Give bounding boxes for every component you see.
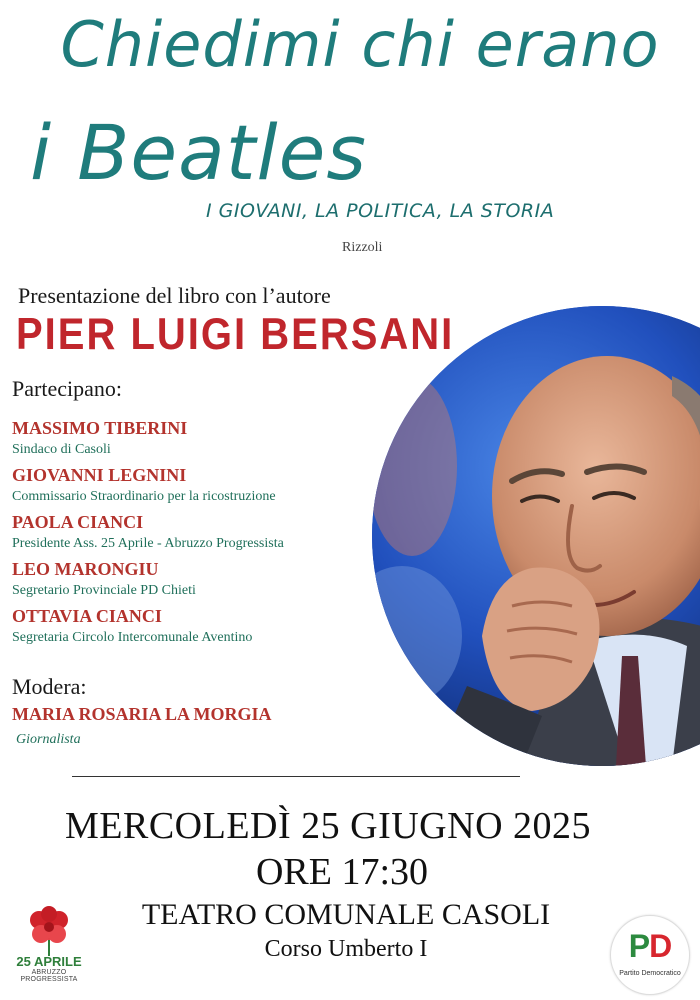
pd-letter-p: P [628, 928, 650, 964]
participant-name: LEO MARONGIU [12, 559, 159, 579]
participant-item [12, 416, 372, 463]
pd-letter-d: D [649, 928, 672, 964]
participants-list [12, 416, 372, 651]
author-name: PIER LUIGI BERSANI [16, 310, 455, 360]
book-subtitle: I GIOVANI, LA POLITICA, LA STORIA [206, 200, 555, 222]
publisher: Rizzoli [342, 240, 383, 255]
participant-role: Sindaco di Casoli [12, 442, 111, 457]
event-address: Corso Umberto I [264, 936, 428, 962]
participant-role: Commissario Straordinario per la ricostruzione [12, 489, 276, 504]
pd-subtitle: Partito Democratico [619, 970, 681, 977]
participant-item [12, 510, 372, 557]
participant-role: Segretario Provinciale PD Chieti [12, 583, 196, 598]
moderator-name: MARIA ROSARIA LA MORGIA [12, 704, 272, 724]
participants-heading: Partecipano: [12, 376, 122, 401]
author-portrait-illustration [372, 306, 700, 766]
participant-item [12, 463, 372, 510]
author-photo [372, 306, 700, 766]
section-divider [72, 776, 520, 777]
moderator-heading: Modera: [12, 674, 87, 699]
participant-role: Segretaria Circolo Intercomunale Aventino [12, 630, 253, 645]
logo-25-subtitle: ABRUZZO PROGRESSISTA [20, 969, 78, 983]
logo-25-title: 25 APRILE [16, 954, 82, 969]
presentation-intro: Presentazione del libro con l’autore [18, 283, 331, 308]
logo-partito-democratico [610, 915, 690, 995]
participant-item [12, 604, 372, 651]
red-carnation-icon [21, 900, 77, 956]
pd-letters [611, 928, 689, 964]
participant-name: GIOVANNI LEGNINI [12, 465, 187, 485]
moderator-role: Giornalista [16, 732, 81, 747]
book-title-line-1: Chiedimi chi erano [60, 8, 660, 81]
event-time: ORE 17:30 [255, 851, 429, 893]
logo-25-aprile [10, 900, 88, 995]
participant-name: OTTAVIA CIANCI [12, 606, 162, 626]
participant-item [12, 557, 372, 604]
moderator [12, 702, 272, 750]
book-title-line-2: i Beatles [30, 108, 368, 197]
participant-name: PAOLA CIANCI [12, 512, 144, 532]
participant-role: Presidente Ass. 25 Aprile - Abruzzo Progressista [12, 536, 284, 551]
participant-name: MASSIMO TIBERINI [12, 418, 188, 438]
event-date: MERCOLEDÌ 25 GIUGNO 2025 [64, 805, 592, 847]
event-venue: TEATRO COMUNALE CASOLI [141, 898, 551, 931]
